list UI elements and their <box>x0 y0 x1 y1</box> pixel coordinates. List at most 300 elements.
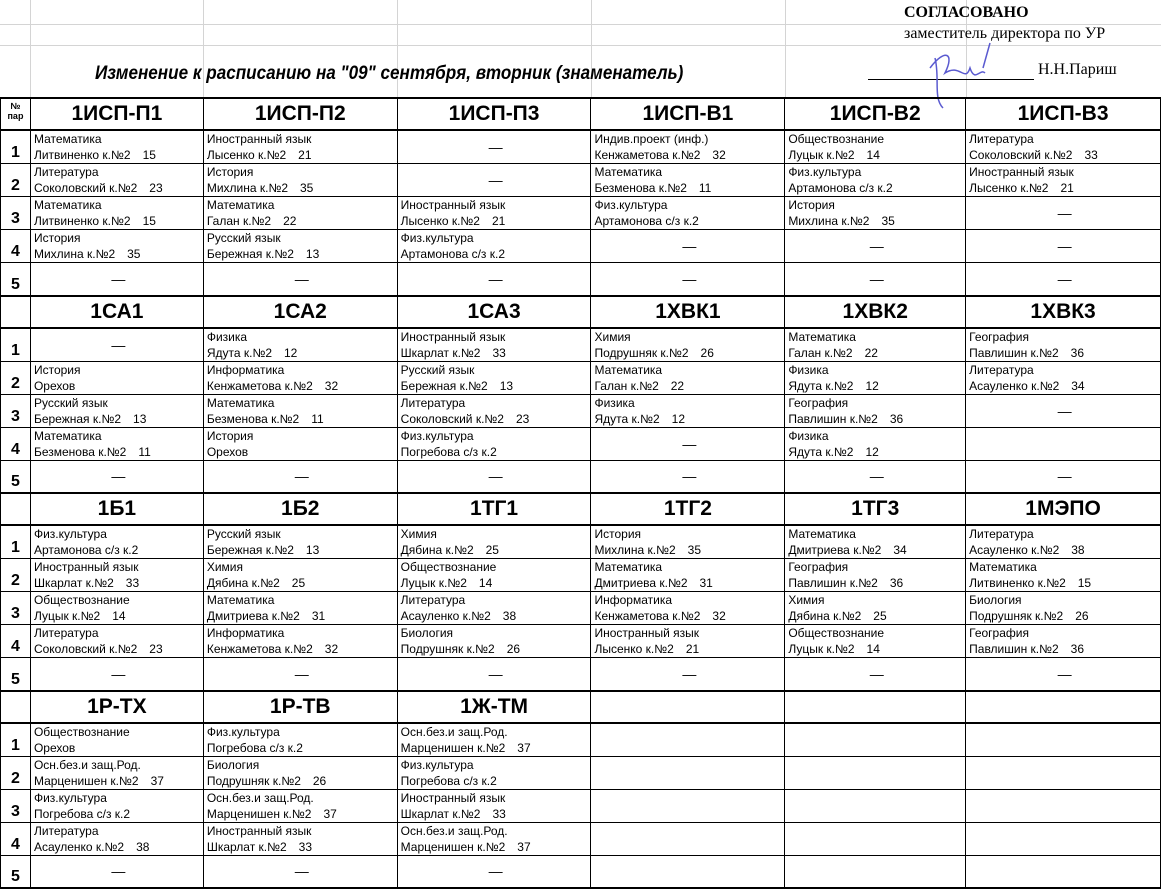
no-lesson-cell[interactable]: — <box>785 230 966 263</box>
lesson-teacher-line <box>788 378 965 394</box>
lesson-room: 26 <box>312 773 327 788</box>
lesson-teacher: Павлишин к.№2 <box>969 345 1059 360</box>
lesson-teacher: Лысенко к.№2 <box>206 148 287 162</box>
lesson-cell[interactable] <box>397 525 591 559</box>
lesson-subject: Осн.без.и защ.Род. <box>400 724 508 739</box>
lesson-cell[interactable] <box>785 394 966 427</box>
lesson-teacher-line <box>207 773 397 789</box>
lesson-cell[interactable] <box>203 394 397 427</box>
lesson-cell[interactable] <box>397 197 591 230</box>
group-name: 1ИСП-В3 <box>966 98 1161 130</box>
no-lesson-cell[interactable]: — <box>397 164 591 197</box>
lesson-subject: География <box>788 560 849 574</box>
lesson-cell[interactable] <box>30 559 203 592</box>
empty-cell[interactable] <box>591 855 785 888</box>
lesson-room: 22 <box>283 214 297 228</box>
lesson-cell[interactable] <box>397 625 591 658</box>
lesson-subject: Обществознание <box>33 724 130 739</box>
no-lesson-cell[interactable]: — <box>966 230 1161 263</box>
lesson-row <box>1 789 1161 822</box>
no-lesson-cell[interactable]: — <box>397 460 591 493</box>
lesson-row <box>1 197 1161 230</box>
lesson-row <box>1 559 1161 592</box>
pair-number: 5 <box>1 855 31 888</box>
lesson-cell[interactable] <box>203 789 397 822</box>
lesson-cell[interactable] <box>30 525 203 559</box>
lesson-teacher: Соколовский к.№2 <box>33 642 138 656</box>
lesson-row <box>1 230 1161 263</box>
lesson-teacher: Артамонова с/з к.2 <box>400 247 506 261</box>
empty-cell[interactable] <box>591 723 785 757</box>
pair-label-top: № <box>10 101 21 111</box>
lesson-cell[interactable] <box>30 164 203 197</box>
lesson-teacher-line <box>34 575 203 591</box>
lesson-teacher-line <box>207 444 397 460</box>
lesson-row <box>1 328 1161 362</box>
empty-cell[interactable] <box>966 427 1161 460</box>
no-lesson-cell[interactable]: — <box>30 460 203 493</box>
lesson-teacher: Подрушняк к.№2 <box>594 345 689 360</box>
lesson-subject: Химия <box>594 329 631 344</box>
lesson-room: 36 <box>889 576 904 590</box>
lesson-cell[interactable] <box>397 723 591 757</box>
lesson-cell[interactable] <box>203 328 397 362</box>
lesson-room: 12 <box>671 411 686 426</box>
lesson-subject: Индив.проект (инф.) <box>594 132 709 146</box>
lesson-cell[interactable] <box>397 328 591 362</box>
lesson-teacher-line <box>594 411 784 427</box>
lesson-cell[interactable] <box>203 592 397 625</box>
lesson-teacher: Подрушняк к.№2 <box>400 642 495 656</box>
lesson-teacher: Погребова с/з к.2 <box>206 740 303 755</box>
no-lesson-cell[interactable]: — <box>30 658 203 691</box>
lesson-cell[interactable] <box>30 723 203 757</box>
lesson-cell[interactable] <box>203 230 397 263</box>
group-header-row <box>1 691 1161 723</box>
no-lesson-cell[interactable]: — <box>966 460 1161 493</box>
lesson-cell[interactable] <box>30 197 203 230</box>
group-name: 1Б1 <box>30 493 203 525</box>
lesson-cell[interactable] <box>203 723 397 757</box>
lesson-teacher-line <box>401 411 591 427</box>
empty-cell[interactable] <box>966 822 1161 855</box>
lesson-room: 37 <box>517 740 531 755</box>
no-lesson-cell[interactable]: — <box>30 855 203 888</box>
lesson-cell[interactable] <box>966 164 1161 197</box>
lesson-cell[interactable] <box>30 230 203 263</box>
lesson-teacher-line <box>207 246 397 262</box>
lesson-room: 12 <box>865 444 879 459</box>
lesson-subject: Обществознание <box>400 560 497 574</box>
lesson-room: 11 <box>138 444 151 459</box>
lesson-subject: Обществознание <box>788 626 885 640</box>
lesson-room: 12 <box>284 345 298 360</box>
lesson-room: 36 <box>1070 642 1085 656</box>
lesson-cell[interactable] <box>785 328 966 362</box>
pair-number: 2 <box>1 164 31 197</box>
empty-cell[interactable] <box>785 822 966 855</box>
empty-cell[interactable] <box>966 756 1161 789</box>
empty-cell[interactable] <box>591 756 785 789</box>
lesson-row <box>1 658 1161 691</box>
pair-number: 1 <box>1 525 31 559</box>
lesson-room: 21 <box>298 148 312 162</box>
approval-heading: СОГЛАСОВАНО <box>904 4 1029 21</box>
lesson-cell[interactable] <box>966 361 1161 394</box>
lesson-teacher-line <box>788 147 965 163</box>
lesson-room: 26 <box>1075 609 1089 623</box>
lesson-subject: Русский язык <box>206 231 281 245</box>
lesson-teacher: Орехов <box>206 444 249 459</box>
lesson-teacher-line <box>207 542 397 558</box>
lesson-cell[interactable] <box>785 361 966 394</box>
lesson-subject: История <box>206 165 254 179</box>
lesson-room: 35 <box>300 181 314 195</box>
lesson-cell[interactable] <box>397 789 591 822</box>
group-name: 1СА3 <box>397 296 591 328</box>
lesson-cell[interactable] <box>591 130 785 164</box>
lesson-teacher: Соколовский к.№2 <box>400 411 504 426</box>
lesson-cell[interactable] <box>30 361 203 394</box>
lesson-cell[interactable] <box>785 164 966 197</box>
lesson-cell[interactable] <box>397 361 591 394</box>
lesson-cell[interactable] <box>785 427 966 460</box>
lesson-teacher: Литвиненко к.№2 <box>33 148 131 162</box>
lesson-teacher: Дябина к.№2 <box>206 576 280 590</box>
lesson-cell[interactable] <box>203 164 397 197</box>
no-lesson-cell[interactable]: — <box>397 658 591 691</box>
lesson-teacher: Шкарлат к.№2 <box>33 576 114 590</box>
lesson-room: 15 <box>1077 576 1092 590</box>
lesson-teacher-line <box>34 608 203 624</box>
lesson-teacher: Безменова к.№2 <box>594 181 687 195</box>
group-name: 1ИСП-В1 <box>591 98 785 130</box>
no-lesson-cell[interactable]: — <box>591 263 785 296</box>
lesson-teacher: Луцык к.№2 <box>788 642 855 656</box>
lesson-cell[interactable] <box>966 525 1161 559</box>
group-name: 1ТГ3 <box>785 493 966 525</box>
no-lesson-cell[interactable]: — <box>203 460 397 493</box>
lesson-subject: Физ.культура <box>400 757 474 772</box>
lesson-teacher: Павлишин к.№2 <box>788 576 878 590</box>
lesson-teacher: Дябина к.№2 <box>788 609 862 623</box>
lesson-subject: Физ.культура <box>33 527 107 541</box>
lesson-room: 13 <box>133 411 147 426</box>
lesson-cell[interactable] <box>785 625 966 658</box>
lesson-teacher-line <box>34 147 203 163</box>
lesson-row <box>1 756 1161 789</box>
lesson-row <box>1 394 1161 427</box>
group-name: 1ИСП-В2 <box>785 98 966 130</box>
lesson-room: 13 <box>305 543 320 557</box>
lesson-cell[interactable] <box>203 130 397 164</box>
lesson-room: 33 <box>125 576 140 590</box>
lesson-cell[interactable] <box>785 592 966 625</box>
lesson-room: 11 <box>698 181 712 195</box>
pair-number: 2 <box>1 361 31 394</box>
lesson-subject: Русский язык <box>33 395 108 410</box>
lesson-room: 31 <box>311 609 326 623</box>
lesson-cell[interactable] <box>591 592 785 625</box>
lesson-cell[interactable] <box>203 822 397 855</box>
lesson-teacher: Литвиненко к.№2 <box>969 576 1066 590</box>
lesson-cell[interactable] <box>397 427 591 460</box>
empty-cell[interactable] <box>591 789 785 822</box>
pair-number: 4 <box>1 625 31 658</box>
approver-position: заместитель директора по УР <box>904 25 1106 42</box>
lesson-cell[interactable] <box>203 525 397 559</box>
group-name: 1СА2 <box>203 296 397 328</box>
lesson-room: 34 <box>1071 378 1085 393</box>
lesson-cell[interactable] <box>966 592 1161 625</box>
lesson-cell[interactable] <box>785 559 966 592</box>
lesson-room: 36 <box>889 411 904 426</box>
lesson-teacher-line <box>34 542 203 558</box>
lesson-cell[interactable] <box>397 394 591 427</box>
lesson-cell[interactable] <box>966 130 1161 164</box>
lesson-cell[interactable] <box>203 559 397 592</box>
lesson-teacher-line <box>34 773 203 789</box>
empty-cell[interactable] <box>966 789 1161 822</box>
lesson-cell[interactable] <box>203 625 397 658</box>
lesson-teacher: Павлишин к.№2 <box>969 642 1059 656</box>
empty-cell[interactable] <box>966 723 1161 757</box>
lesson-cell[interactable] <box>397 592 591 625</box>
lesson-cell[interactable] <box>591 328 785 362</box>
pair-number: 3 <box>1 197 31 230</box>
lesson-subject: Химия <box>788 593 825 607</box>
no-lesson-cell[interactable]: — <box>591 460 785 493</box>
no-lesson-cell[interactable]: — <box>397 263 591 296</box>
lesson-teacher-line <box>207 213 397 229</box>
group-name: 1МЭПО <box>966 493 1161 525</box>
lesson-cell[interactable] <box>966 328 1161 362</box>
lesson-cell[interactable] <box>30 789 203 822</box>
lesson-row <box>1 592 1161 625</box>
lesson-cell[interactable] <box>30 427 203 460</box>
lesson-subject: Математика <box>206 593 275 607</box>
lesson-room: 33 <box>492 345 506 360</box>
lesson-cell[interactable] <box>30 592 203 625</box>
lesson-cell[interactable] <box>591 559 785 592</box>
lesson-teacher-line <box>594 180 784 196</box>
lesson-subject: Химия <box>400 527 437 541</box>
lesson-subject: Осн.без.и защ.Род. <box>33 757 141 772</box>
lesson-room: 25 <box>485 543 499 557</box>
lesson-teacher: Асауленко к.№2 <box>400 609 491 623</box>
lesson-subject: Математика <box>594 362 663 377</box>
group-name <box>591 691 785 723</box>
no-lesson-cell[interactable]: — <box>966 394 1161 427</box>
lesson-teacher: Бережная к.№2 <box>400 378 488 393</box>
lesson-teacher: Лысенко к.№2 <box>400 214 480 228</box>
lesson-teacher-line <box>969 147 1160 163</box>
pair-number: 2 <box>1 756 31 789</box>
group-name: 1ХВК1 <box>591 296 785 328</box>
pair-number-header <box>1 493 31 525</box>
lesson-room: 14 <box>866 148 880 162</box>
lesson-teacher: Асауленко к.№2 <box>969 543 1060 557</box>
empty-cell[interactable] <box>785 723 966 757</box>
no-lesson-cell[interactable]: — <box>591 427 785 460</box>
lesson-cell[interactable] <box>203 197 397 230</box>
lesson-cell[interactable] <box>966 559 1161 592</box>
lesson-cell[interactable] <box>785 197 966 230</box>
lesson-cell[interactable] <box>591 525 785 559</box>
lesson-teacher: Галан к.№2 <box>594 378 659 393</box>
lesson-cell[interactable] <box>591 394 785 427</box>
lesson-cell[interactable] <box>591 625 785 658</box>
pair-number: 4 <box>1 822 31 855</box>
no-lesson-cell[interactable]: — <box>591 230 785 263</box>
group-name <box>785 691 966 723</box>
lesson-room: 25 <box>291 576 306 590</box>
no-lesson-cell[interactable]: — <box>30 328 203 362</box>
no-lesson-cell[interactable]: — <box>785 263 966 296</box>
empty-cell[interactable] <box>966 855 1161 888</box>
lesson-teacher: Шкарлат к.№2 <box>400 806 481 821</box>
lesson-subject: Литература <box>969 362 1034 377</box>
no-lesson-cell[interactable]: — <box>966 197 1161 230</box>
lesson-cell[interactable] <box>203 756 397 789</box>
lesson-room: 38 <box>136 839 150 854</box>
lesson-teacher-line <box>207 180 397 196</box>
lesson-teacher: Бережная к.№2 <box>206 247 294 261</box>
group-name: 1ТГ1 <box>397 493 591 525</box>
lesson-teacher-line <box>34 246 203 262</box>
lesson-room: 21 <box>1060 181 1074 195</box>
no-lesson-cell[interactable]: — <box>785 658 966 691</box>
lesson-subject: История <box>33 362 81 377</box>
lesson-teacher: Артамонова с/з к.2 <box>33 543 139 557</box>
lesson-teacher: Марценишен к.№2 <box>400 740 506 755</box>
lesson-teacher: Ядута к.№2 <box>594 411 660 426</box>
lesson-teacher: Асауленко к.№2 <box>969 378 1060 393</box>
lesson-teacher-line <box>594 213 784 229</box>
no-lesson-cell[interactable]: — <box>966 263 1161 296</box>
lesson-cell[interactable] <box>397 756 591 789</box>
lesson-cell[interactable] <box>203 427 397 460</box>
lesson-cell[interactable] <box>966 625 1161 658</box>
lesson-cell[interactable] <box>785 130 966 164</box>
lesson-cell[interactable] <box>397 822 591 855</box>
lesson-teacher-line <box>788 641 965 657</box>
group-name: 1ИСП-П3 <box>397 98 591 130</box>
lesson-teacher-line <box>788 542 965 558</box>
no-lesson-cell[interactable]: — <box>397 855 591 888</box>
lesson-row <box>1 460 1161 493</box>
lesson-subject: Физ.культура <box>788 165 862 179</box>
lesson-room: 37 <box>150 773 164 788</box>
group-name: 1ХВК3 <box>966 296 1161 328</box>
lesson-room: 21 <box>685 642 700 656</box>
lesson-room: 14 <box>478 576 493 590</box>
lesson-teacher: Дмитриева к.№2 <box>206 609 300 623</box>
no-lesson-cell[interactable]: — <box>203 658 397 691</box>
lesson-subject: Химия <box>206 560 243 574</box>
pair-number: 1 <box>1 723 31 757</box>
lesson-teacher-line <box>207 608 397 624</box>
lesson-room: 14 <box>112 609 126 623</box>
lesson-teacher-line <box>969 542 1160 558</box>
lesson-cell[interactable] <box>30 822 203 855</box>
lesson-subject: История <box>788 198 835 212</box>
lesson-cell[interactable] <box>591 164 785 197</box>
lesson-teacher-line <box>594 378 784 394</box>
lesson-teacher: Бережная к.№2 <box>206 543 294 557</box>
lesson-subject: Математика <box>788 329 856 344</box>
lesson-teacher: Погребова с/з к.2 <box>400 773 497 788</box>
no-lesson-cell[interactable]: — <box>30 263 203 296</box>
lesson-teacher-line <box>401 378 591 394</box>
lesson-cell[interactable] <box>397 559 591 592</box>
lesson-room: 35 <box>687 543 702 557</box>
lesson-cell[interactable] <box>30 130 203 164</box>
lesson-cell[interactable] <box>30 625 203 658</box>
no-lesson-cell[interactable]: — <box>203 855 397 888</box>
no-lesson-cell[interactable]: — <box>785 460 966 493</box>
lesson-teacher-line <box>788 180 965 196</box>
lesson-cell[interactable] <box>397 230 591 263</box>
group-name: 1ХВК2 <box>785 296 966 328</box>
lesson-teacher-line <box>34 839 203 855</box>
empty-cell[interactable] <box>591 822 785 855</box>
lesson-cell[interactable] <box>591 197 785 230</box>
lesson-room: 33 <box>298 839 313 854</box>
lesson-subject: Математика <box>594 560 663 574</box>
group-name: 1ИСП-П2 <box>203 98 397 130</box>
lesson-teacher-line <box>401 345 591 361</box>
no-lesson-cell[interactable]: — <box>203 263 397 296</box>
lesson-subject: Обществознание <box>33 593 130 607</box>
pair-number: 3 <box>1 592 31 625</box>
lesson-row <box>1 723 1161 757</box>
lesson-teacher: Соколовский к.№2 <box>969 148 1073 162</box>
no-lesson-cell[interactable]: — <box>591 658 785 691</box>
lesson-cell[interactable] <box>30 394 203 427</box>
lesson-subject: Математика <box>33 428 102 443</box>
empty-cell[interactable] <box>785 789 966 822</box>
group-name: 1ТГ2 <box>591 493 785 525</box>
lesson-cell[interactable] <box>30 756 203 789</box>
lesson-row <box>1 263 1161 296</box>
lesson-teacher: Михлина к.№2 <box>788 214 870 228</box>
lesson-subject: Биология <box>400 626 454 640</box>
no-lesson-cell[interactable]: — <box>966 658 1161 691</box>
lesson-subject: Иностранный язык <box>33 560 139 574</box>
lesson-teacher: Подрушняк к.№2 <box>969 609 1064 623</box>
lesson-teacher-line <box>34 213 203 229</box>
lesson-subject: Физ.культура <box>33 790 107 805</box>
lesson-room: 32 <box>324 378 339 393</box>
lesson-cell[interactable] <box>203 361 397 394</box>
lesson-cell[interactable] <box>591 361 785 394</box>
lesson-subject: Физика <box>788 362 829 377</box>
lesson-row <box>1 427 1161 460</box>
lesson-teacher-line <box>401 839 591 855</box>
empty-cell[interactable] <box>785 756 966 789</box>
lesson-teacher: Соколовский к.№2 <box>33 181 138 195</box>
lesson-cell[interactable] <box>785 525 966 559</box>
lesson-subject: Математика <box>969 560 1037 574</box>
lesson-teacher: Орехов <box>33 378 76 393</box>
lesson-subject: Русский язык <box>400 362 475 377</box>
lesson-teacher: Кенжаметова к.№2 <box>206 378 313 393</box>
lesson-subject: История <box>206 428 254 443</box>
lesson-room: 21 <box>491 214 506 228</box>
no-lesson-cell[interactable]: — <box>397 130 591 164</box>
empty-cell[interactable] <box>785 855 966 888</box>
